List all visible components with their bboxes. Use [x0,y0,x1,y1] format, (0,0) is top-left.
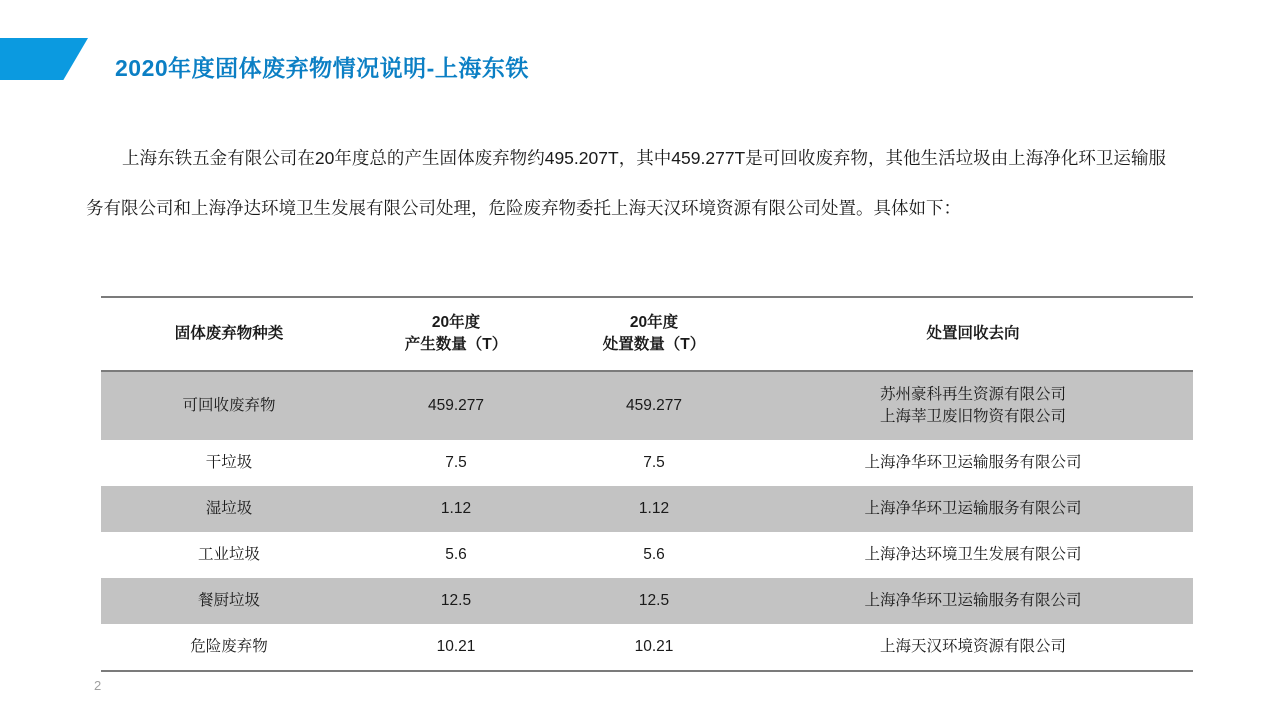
column-header-disposed-line1: 20年度 [629,314,679,331]
column-header-kind: 固体废弃物种类 [101,297,357,371]
cell-destination [753,371,1193,440]
waste-table-container [101,296,1161,672]
cell-disposed: 10.21 [555,624,753,671]
cell-destination: 上海净华环卫运输服务有限公司 [753,486,1193,532]
table-row [101,371,1193,440]
cell-destination: 上海净华环卫运输服务有限公司 [753,578,1193,624]
table-body [101,371,1193,671]
cell-disposed: 1.12 [555,486,753,532]
cell-kind: 可回收废弃物 [101,371,357,440]
cell-generated: 459.277 [357,371,555,440]
cell-destination: 上海天汉环境资源有限公司 [753,624,1193,671]
page-number: 2 [94,678,102,693]
column-header-disposed [555,297,753,371]
cell-generated: 7.5 [357,440,555,486]
cell-kind: 危险废弃物 [101,624,357,671]
cell-generated: 5.6 [357,532,555,578]
table-header [101,297,1193,371]
slide-header [0,0,1280,104]
cell-destination: 上海净华环卫运输服务有限公司 [753,440,1193,486]
table-row [101,532,1193,578]
cell-destination-line1: 苏州豪科再生资源有限公司 [879,386,1066,403]
table-header-row [101,297,1193,371]
table-row [101,578,1193,624]
cell-kind: 餐厨垃圾 [101,578,357,624]
column-header-disposed-line2: 处置数量（T） [602,336,706,353]
table-row [101,624,1193,671]
page-title: 2020年度固体废弃物情况说明-上海东铁 [115,55,529,81]
cell-disposed: 7.5 [555,440,753,486]
accent-flag-shape [0,38,88,80]
cell-kind: 工业垃圾 [101,532,357,578]
cell-generated: 12.5 [357,578,555,624]
waste-table [101,296,1193,672]
intro-paragraph: 上海东铁五金有限公司在20年度总的产生固体废弃物约495.207T，其中459.277T是可回收废弃物，其他生活垃圾由上海净化环卫运输服务有限公司和上海净达环境卫生发展有限公司处理，危险废弃物委托上海天汉环境资源有限公司处置。具体如下： [86,148,1166,218]
cell-destination: 上海净达环境卫生发展有限公司 [753,532,1193,578]
table-row [101,440,1193,486]
cell-kind: 干垃圾 [101,440,357,486]
column-header-destination: 处置回收去向 [753,297,1193,371]
column-header-generated-line2: 产生数量（T） [404,336,508,353]
cell-destination-line2: 上海莘卫废旧物资有限公司 [879,408,1066,425]
column-header-generated-line1: 20年度 [431,314,481,331]
cell-generated: 1.12 [357,486,555,532]
table-row [101,486,1193,532]
cell-generated: 10.21 [357,624,555,671]
cell-kind: 湿垃圾 [101,486,357,532]
cell-disposed: 12.5 [555,578,753,624]
cell-disposed: 459.277 [555,371,753,440]
cell-disposed: 5.6 [555,532,753,578]
column-header-generated [357,297,555,371]
